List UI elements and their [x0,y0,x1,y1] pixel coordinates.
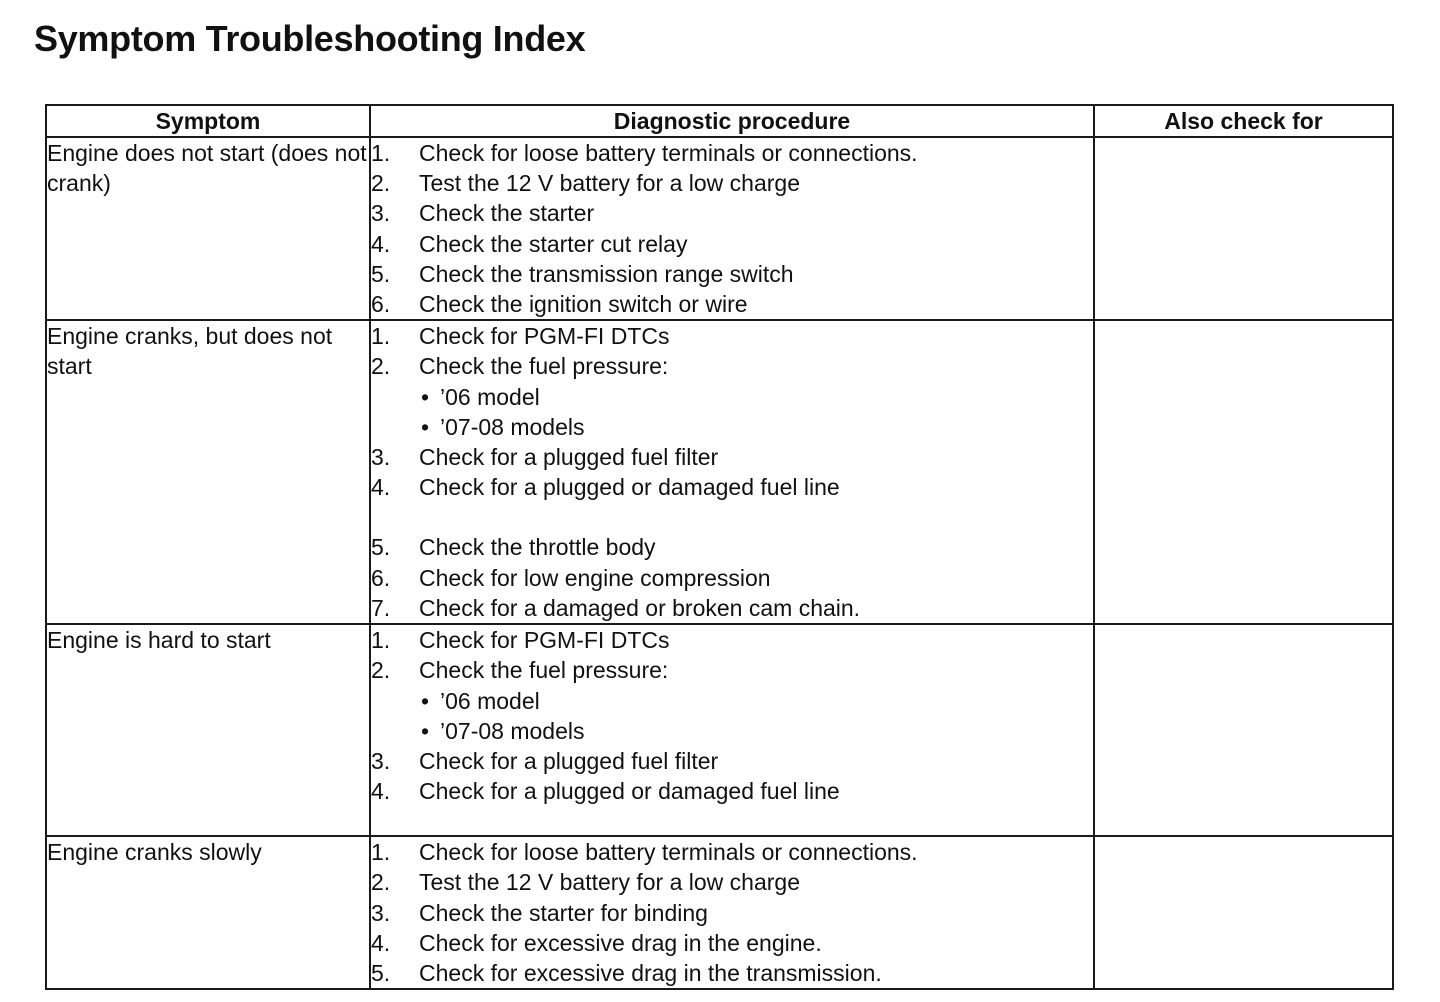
step-text: Check the starter cut relay [419,230,688,257]
step-text: Check the fuel pressure: [419,353,669,380]
procedure-step [371,259,1093,289]
bullet-icon: • [421,383,430,410]
procedure-cell [370,320,1094,624]
procedure-sub-item [371,382,1093,412]
row-spacer [371,502,1093,532]
procedure-step [371,351,1093,381]
step-text: Check for a plugged fuel filter [419,443,719,470]
step-number: 4. [371,929,391,956]
also-check-cell [1094,836,1393,989]
step-number: 1. [371,839,391,866]
also-check-cell [1094,320,1393,624]
step-text: Check for PGM-FI DTCs [419,627,670,654]
step-number: 3. [371,200,391,227]
symptom-cell: Engine does not start (does not crank) [46,137,370,320]
procedure-sub-item [371,686,1093,716]
step-text: Test the 12 V battery for a low charge [419,869,800,896]
bullet-icon: • [421,717,430,744]
procedure-step [371,138,1093,168]
step-number: 7. [371,594,391,621]
step-number: 1. [371,323,391,350]
procedure-step [371,898,1093,928]
procedure-sub-item [371,412,1093,442]
step-text: Check for a plugged or damaged fuel line [419,778,840,805]
procedure-step [371,472,1093,502]
also-check-cell [1094,624,1393,836]
table-row [46,624,1393,836]
sub-item-text: ’07-08 models [440,413,585,440]
step-number: 6. [371,564,391,591]
step-number: 4. [371,778,391,805]
sub-item-text: ’06 model [440,687,540,714]
step-number: 4. [371,230,391,257]
procedure-step [371,168,1093,198]
procedure-step [371,928,1093,958]
step-number: 1. [371,627,391,654]
symptom-troubleshooting-table [45,104,1394,990]
step-text: Check for PGM-FI DTCs [419,323,670,350]
table-row [46,137,1393,320]
step-number: 5. [371,534,391,561]
header-also-check-for: Also check for [1094,105,1393,137]
procedure-step [371,958,1093,988]
step-number: 6. [371,290,391,317]
sub-item-text: ’07-08 models [440,717,585,744]
step-text: Check for low engine compression [419,564,771,591]
procedure-step [371,625,1093,655]
procedure-step [371,289,1093,319]
table-row [46,836,1393,989]
table-header-row [46,105,1393,137]
procedure-cell [370,137,1094,320]
sub-item-text: ’06 model [440,383,540,410]
header-diagnostic-procedure: Diagnostic procedure [370,105,1094,137]
procedure-step [371,867,1093,897]
symptom-cell: Engine cranks, but does not start [46,320,370,624]
step-text: Check the throttle body [419,534,656,561]
step-number: 3. [371,899,391,926]
table-row [46,320,1393,624]
step-text: Test the 12 V battery for a low charge [419,170,800,197]
procedure-cell [370,836,1094,989]
step-text: Check for a damaged or broken cam chain. [419,594,861,621]
step-text: Check for loose battery terminals or connections. [419,140,918,166]
step-text: Check the starter [419,200,595,227]
procedure-step [371,563,1093,593]
header-symptom: Symptom [46,105,370,137]
step-number: 2. [371,353,391,380]
procedure-step [371,321,1093,351]
step-text: Check for excessive drag in the engine. [419,929,822,956]
step-text: Check for a plugged or damaged fuel line [419,474,840,501]
procedure-step [371,593,1093,623]
step-text: Check for excessive drag in the transmission. [419,959,882,986]
step-number: 1. [371,140,391,166]
step-number: 2. [371,869,391,896]
step-text: Check the fuel pressure: [419,657,669,684]
procedure-step [371,198,1093,228]
procedure-step [371,442,1093,472]
procedure-step [371,746,1093,776]
step-number: 5. [371,260,391,287]
step-number: 4. [371,474,391,501]
bullet-icon: • [421,413,430,440]
procedure-sub-item [371,716,1093,746]
step-text: Check for loose battery terminals or connections. [419,839,918,866]
step-text: Check the starter for binding [419,899,708,926]
step-text: Check for a plugged fuel filter [419,747,719,774]
procedure-step [371,837,1093,867]
symptom-cell: Engine cranks slowly [46,836,370,989]
page-title: Symptom Troubleshooting Index [34,18,586,59]
procedure-step [371,532,1093,562]
step-number: 2. [371,170,391,197]
also-check-cell [1094,137,1393,320]
procedure-step [371,655,1093,685]
bullet-icon: • [421,687,430,714]
step-number: 5. [371,959,391,986]
step-number: 3. [371,747,391,774]
symptom-cell: Engine is hard to start [46,624,370,836]
step-text: Check the transmission range switch [419,260,794,287]
procedure-cell [370,624,1094,836]
procedure-step [371,229,1093,259]
step-number: 2. [371,657,391,684]
step-number: 3. [371,443,391,470]
step-text: Check the ignition switch or wire [419,290,748,317]
procedure-step [371,776,1093,806]
